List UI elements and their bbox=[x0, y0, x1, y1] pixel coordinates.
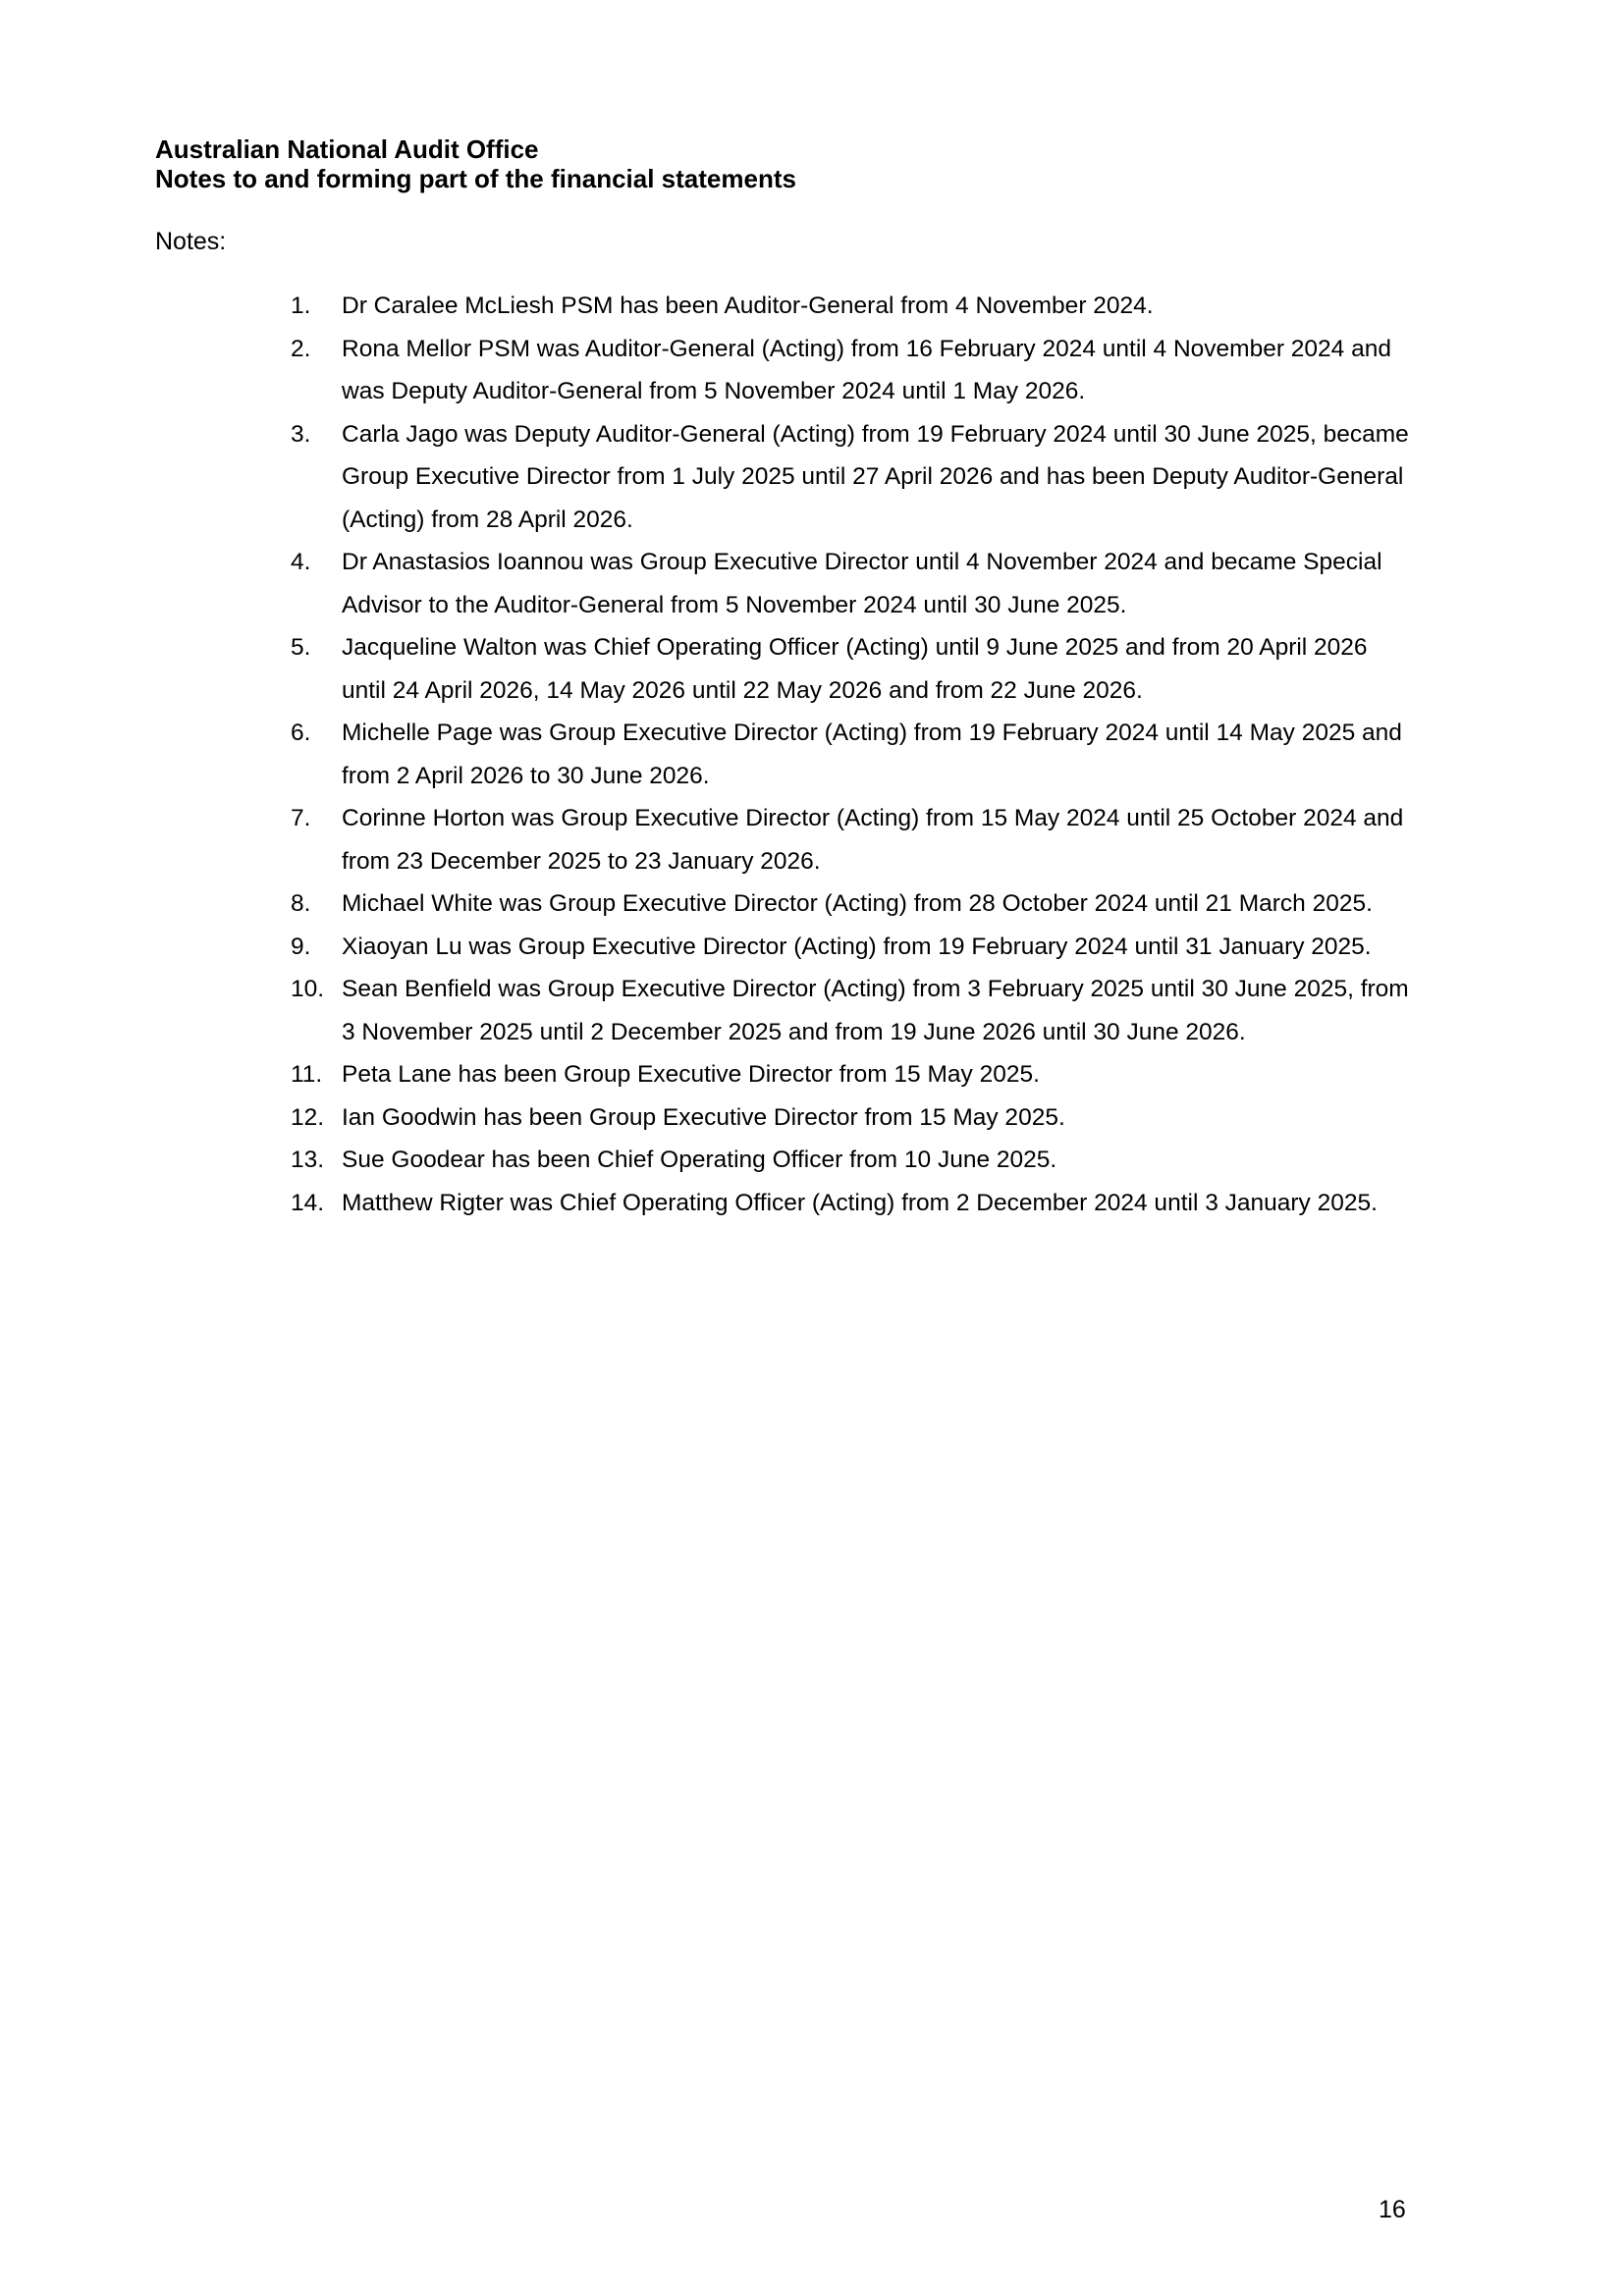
note-text: Dr Caralee McLiesh PSM has been Auditor-General from 4 November 2024. bbox=[342, 293, 1154, 319]
page-number: 16 bbox=[1379, 2196, 1406, 2223]
note-number: 11. bbox=[291, 1061, 323, 1088]
note-item bbox=[291, 1182, 1410, 1225]
note-number: 5. bbox=[291, 634, 311, 661]
note-item bbox=[291, 882, 1410, 926]
note-item bbox=[291, 926, 1410, 969]
notes-label: Notes: bbox=[155, 228, 227, 255]
note-item bbox=[291, 797, 1410, 882]
note-number: 12. bbox=[291, 1103, 325, 1131]
note-number: 3. bbox=[291, 420, 311, 448]
notes-list bbox=[291, 285, 1410, 1224]
note-item bbox=[291, 968, 1410, 1053]
note-text: Rona Mellor PSM was Auditor-General (Acting) from 16 February 2024 until 4 November 2024 and was Deputy Auditor-General from 5 November 2024 until 1 May 2026. bbox=[342, 335, 1391, 404]
note-item bbox=[291, 1139, 1410, 1182]
section-title: Notes to and forming part of the financial statements bbox=[155, 164, 796, 193]
note-number: 13. bbox=[291, 1147, 325, 1173]
note-text: Peta Lane has been Group Executive Director from 15 May 2025. bbox=[342, 1061, 1040, 1088]
note-text: Xiaoyan Lu was Group Executive Director (Acting) from 19 February 2024 until 31 January 2025. bbox=[342, 933, 1372, 960]
note-text: Carla Jago was Deputy Auditor-General (Acting) from 19 February 2024 until 30 June 2025, became Group Executive Director from 1 July 2025 until 27 April 2026 and has been Deputy Auditor-General (Acting) from 28 April 2026. bbox=[342, 420, 1409, 533]
note-item bbox=[291, 328, 1410, 413]
note-number: 8. bbox=[291, 890, 311, 917]
note-text: Ian Goodwin has been Group Executive Director from 15 May 2025. bbox=[342, 1103, 1065, 1131]
note-number: 6. bbox=[291, 720, 311, 746]
note-number: 2. bbox=[291, 335, 311, 362]
note-text: Michelle Page was Group Executive Director (Acting) from 19 February 2024 until 14 May 2025 and from 2 April 2026 to 30 June 2026. bbox=[342, 720, 1402, 789]
note-text: Sean Benfield was Group Executive Director (Acting) from 3 February 2025 until 30 June 2025, from 3 November 2025 until 2 December 2025 and from 19 June 2026 until 30 June 2026. bbox=[342, 976, 1409, 1045]
note-item bbox=[291, 626, 1410, 712]
note-number: 1. bbox=[291, 293, 311, 319]
note-number: 4. bbox=[291, 549, 311, 575]
note-number: 9. bbox=[291, 933, 311, 960]
note-item bbox=[291, 1096, 1410, 1140]
note-item bbox=[291, 285, 1410, 328]
note-number: 7. bbox=[291, 805, 311, 831]
note-text: Dr Anastasios Ioannou was Group Executive Director until 4 November 2024 and became Special Advisor to the Auditor-General from 5 November 2024 until 30 June 2025. bbox=[342, 549, 1382, 618]
note-text: Jacqueline Walton was Chief Operating Officer (Acting) until 9 June 2025 and from 20 April 2026 until 24 April 2026, 14 May 2026 until 22 May 2026 and from 22 June 2026. bbox=[342, 634, 1368, 704]
organisation-title: Australian National Audit Office bbox=[155, 134, 539, 164]
note-item bbox=[291, 413, 1410, 542]
note-text: Matthew Rigter was Chief Operating Officer (Acting) from 2 December 2024 until 3 January 2025. bbox=[342, 1189, 1378, 1216]
note-text: Corinne Horton was Group Executive Director (Acting) from 15 May 2024 until 25 October 2024 and from 23 December 2025 to 23 January 2026. bbox=[342, 805, 1404, 875]
note-item bbox=[291, 541, 1410, 626]
note-item bbox=[291, 1053, 1410, 1096]
note-text: Sue Goodear has been Chief Operating Officer from 10 June 2025. bbox=[342, 1147, 1057, 1173]
note-item bbox=[291, 712, 1410, 797]
note-number: 14. bbox=[291, 1189, 325, 1216]
document-header bbox=[155, 134, 1432, 193]
note-number: 10. bbox=[291, 976, 325, 1002]
note-text: Michael White was Group Executive Director (Acting) from 28 October 2024 until 21 March 2025. bbox=[342, 890, 1373, 917]
